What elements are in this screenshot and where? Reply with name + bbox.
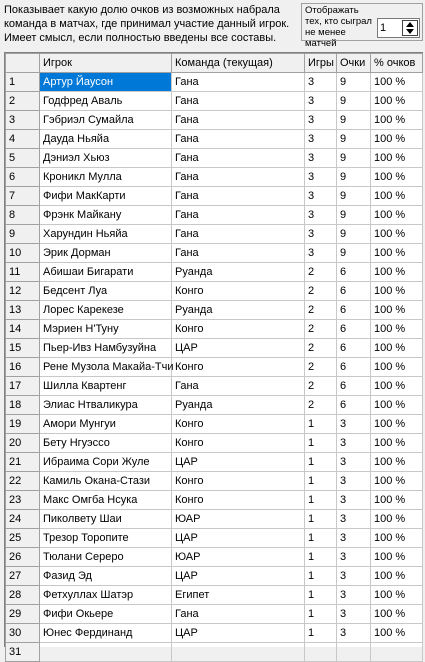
games-cell[interactable]: 2 xyxy=(305,301,337,320)
column-header-percent[interactable]: % очков xyxy=(371,54,423,73)
games-cell[interactable]: 3 xyxy=(305,130,337,149)
games-cell[interactable]: 1 xyxy=(305,472,337,491)
min-games-filter xyxy=(301,3,423,49)
percent-cell[interactable]: 100 % xyxy=(371,377,423,396)
player-cell[interactable]: Пьер-Ивз Намбузуйна xyxy=(40,339,172,358)
player-cell[interactable]: Дэниэл Хьюз xyxy=(40,149,172,168)
row-number[interactable]: 10 xyxy=(6,244,40,263)
percent-cell[interactable]: 100 % xyxy=(371,396,423,415)
team-cell[interactable]: Египет xyxy=(172,586,305,605)
table-row[interactable] xyxy=(6,263,423,282)
player-cell[interactable]: Ибраима Сори Жуле xyxy=(40,453,172,472)
points-cell[interactable]: 9 xyxy=(337,225,371,244)
table-row[interactable] xyxy=(6,510,423,529)
points-cell[interactable]: 9 xyxy=(337,73,371,92)
table-row[interactable] xyxy=(6,244,423,263)
percent-cell[interactable]: 100 % xyxy=(371,206,423,225)
percent-cell[interactable]: 100 % xyxy=(371,225,423,244)
row-number[interactable]: 25 xyxy=(6,529,40,548)
games-cell[interactable]: 3 xyxy=(305,206,337,225)
team-cell[interactable]: Руанда xyxy=(172,301,305,320)
percent-cell[interactable]: 100 % xyxy=(371,187,423,206)
points-cell[interactable]: 3 xyxy=(337,434,371,453)
percent-cell[interactable]: 100 % xyxy=(371,453,423,472)
player-cell[interactable]: Юнес Фердинанд xyxy=(40,624,172,643)
team-cell[interactable]: Конго xyxy=(172,320,305,339)
games-cell[interactable]: 1 xyxy=(305,453,337,472)
team-cell[interactable]: Руанда xyxy=(172,396,305,415)
table-row[interactable] xyxy=(6,472,423,491)
table-row[interactable] xyxy=(6,73,423,92)
table-row[interactable] xyxy=(6,567,423,586)
table-row[interactable] xyxy=(6,358,423,377)
player-cell[interactable]: Амори Мунгуи xyxy=(40,415,172,434)
points-cell[interactable]: 9 xyxy=(337,92,371,111)
team-cell[interactable]: Гана xyxy=(172,377,305,396)
team-cell[interactable]: Конго xyxy=(172,472,305,491)
team-cell[interactable]: Гана xyxy=(172,187,305,206)
table-row[interactable] xyxy=(6,415,423,434)
points-cell[interactable]: 6 xyxy=(337,301,371,320)
team-cell[interactable]: ЮАР xyxy=(172,510,305,529)
table-row[interactable] xyxy=(6,586,423,605)
row-number[interactable]: 18 xyxy=(6,396,40,415)
row-number[interactable]: 9 xyxy=(6,225,40,244)
min-games-spinner[interactable] xyxy=(377,18,420,38)
percent-cell[interactable]: 100 % xyxy=(371,111,423,130)
percent-cell[interactable]: 100 % xyxy=(371,73,423,92)
percent-cell[interactable] xyxy=(371,643,423,662)
table-row[interactable] xyxy=(6,377,423,396)
row-number[interactable]: 22 xyxy=(6,472,40,491)
team-cell[interactable]: ЮАР xyxy=(172,548,305,567)
games-cell[interactable]: 3 xyxy=(305,244,337,263)
percent-cell[interactable]: 100 % xyxy=(371,301,423,320)
points-cell[interactable]: 6 xyxy=(337,320,371,339)
percent-cell[interactable]: 100 % xyxy=(371,339,423,358)
table-row[interactable] xyxy=(6,206,423,225)
row-number[interactable]: 1 xyxy=(6,73,40,92)
percent-cell[interactable]: 100 % xyxy=(371,472,423,491)
player-cell[interactable]: Фетхуллах Шатэр xyxy=(40,586,172,605)
player-cell[interactable]: Фазид Эд xyxy=(40,567,172,586)
points-cell[interactable]: 3 xyxy=(337,605,371,624)
team-cell[interactable]: Конго xyxy=(172,491,305,510)
table-header-row xyxy=(6,54,423,73)
points-cell[interactable]: 9 xyxy=(337,130,371,149)
games-cell[interactable]: 3 xyxy=(305,111,337,130)
table-row[interactable] xyxy=(6,225,423,244)
row-number[interactable]: 20 xyxy=(6,434,40,453)
percent-cell[interactable]: 100 % xyxy=(371,168,423,187)
points-cell[interactable]: 9 xyxy=(337,187,371,206)
percent-cell[interactable]: 100 % xyxy=(371,529,423,548)
row-number[interactable]: 17 xyxy=(6,377,40,396)
points-cell[interactable]: 3 xyxy=(337,624,371,643)
games-cell[interactable]: 1 xyxy=(305,529,337,548)
team-cell[interactable]: Конго xyxy=(172,415,305,434)
row-number[interactable]: 15 xyxy=(6,339,40,358)
games-cell[interactable]: 2 xyxy=(305,263,337,282)
team-cell[interactable]: ЦАР xyxy=(172,529,305,548)
points-cell[interactable]: 3 xyxy=(337,491,371,510)
points-cell[interactable] xyxy=(337,643,371,662)
player-cell[interactable]: Гэбриэл Сумайла xyxy=(40,111,172,130)
games-cell[interactable]: 2 xyxy=(305,282,337,301)
team-cell[interactable]: ЦАР xyxy=(172,453,305,472)
up-down-arrows-icon xyxy=(403,21,417,35)
player-cell[interactable]: Дауда Ньяйа xyxy=(40,130,172,149)
row-number[interactable]: 19 xyxy=(6,415,40,434)
points-cell[interactable]: 9 xyxy=(337,111,371,130)
games-cell[interactable]: 1 xyxy=(305,434,337,453)
corner-header[interactable] xyxy=(6,54,40,73)
table-row[interactable] xyxy=(6,643,423,662)
row-number[interactable]: 30 xyxy=(6,624,40,643)
player-cell[interactable]: Рене Музола Макайа-Тчи xyxy=(40,358,172,377)
player-cell[interactable] xyxy=(40,643,172,662)
points-cell[interactable]: 6 xyxy=(337,339,371,358)
player-cell[interactable]: Фифи МакКарти xyxy=(40,187,172,206)
row-number[interactable]: 3 xyxy=(6,111,40,130)
column-header-points[interactable]: Очки xyxy=(337,54,371,73)
column-header-team[interactable]: Команда (текущая) xyxy=(172,54,305,73)
team-cell[interactable]: Руанда xyxy=(172,263,305,282)
points-cell[interactable]: 3 xyxy=(337,586,371,605)
team-cell[interactable]: ЦАР xyxy=(172,567,305,586)
points-cell[interactable]: 3 xyxy=(337,510,371,529)
games-cell[interactable]: 1 xyxy=(305,491,337,510)
table-row[interactable] xyxy=(6,301,423,320)
table-row[interactable] xyxy=(6,111,423,130)
table-row[interactable] xyxy=(6,453,423,472)
team-cell[interactable]: Гана xyxy=(172,73,305,92)
player-cell[interactable]: Артур Йаусон xyxy=(40,73,172,92)
games-cell[interactable]: 1 xyxy=(305,415,337,434)
table-body xyxy=(6,73,423,662)
row-number[interactable]: 16 xyxy=(6,358,40,377)
row-number[interactable]: 4 xyxy=(6,130,40,149)
points-cell[interactable]: 3 xyxy=(337,415,371,434)
team-cell[interactable]: Гана xyxy=(172,149,305,168)
games-cell[interactable]: 3 xyxy=(305,73,337,92)
table-row[interactable] xyxy=(6,168,423,187)
row-number[interactable]: 27 xyxy=(6,567,40,586)
player-cell[interactable]: Тюлани Сереро xyxy=(40,548,172,567)
points-cell[interactable]: 9 xyxy=(337,244,371,263)
games-cell[interactable]: 2 xyxy=(305,358,337,377)
row-number[interactable]: 28 xyxy=(6,586,40,605)
games-cell[interactable] xyxy=(305,643,337,662)
points-cell[interactable]: 3 xyxy=(337,529,371,548)
row-number[interactable]: 8 xyxy=(6,206,40,225)
points-cell[interactable]: 6 xyxy=(337,396,371,415)
players-grid[interactable] xyxy=(4,52,423,658)
table-row[interactable] xyxy=(6,92,423,111)
percent-cell[interactable]: 100 % xyxy=(371,92,423,111)
player-cell[interactable]: Пиколвету Шаи xyxy=(40,510,172,529)
table-row[interactable] xyxy=(6,529,423,548)
games-cell[interactable]: 2 xyxy=(305,320,337,339)
points-cell[interactable]: 6 xyxy=(337,358,371,377)
row-number[interactable]: 12 xyxy=(6,282,40,301)
percent-cell[interactable]: 100 % xyxy=(371,510,423,529)
table-row[interactable] xyxy=(6,491,423,510)
player-cell[interactable]: Фрэнк Майкану xyxy=(40,206,172,225)
player-cell[interactable]: Шилла Квартенг xyxy=(40,377,172,396)
min-games-input[interactable] xyxy=(378,19,402,37)
table-row[interactable] xyxy=(6,339,423,358)
team-cell[interactable]: Конго xyxy=(172,282,305,301)
table-row[interactable] xyxy=(6,130,423,149)
percent-cell[interactable]: 100 % xyxy=(371,244,423,263)
player-cell[interactable]: Кроникл Мулла xyxy=(40,168,172,187)
percent-cell[interactable]: 100 % xyxy=(371,605,423,624)
games-cell[interactable]: 3 xyxy=(305,92,337,111)
percent-cell[interactable]: 100 % xyxy=(371,434,423,453)
games-cell[interactable]: 3 xyxy=(305,187,337,206)
games-cell[interactable]: 1 xyxy=(305,567,337,586)
percent-cell[interactable]: 100 % xyxy=(371,358,423,377)
row-number[interactable]: 23 xyxy=(6,491,40,510)
percent-cell[interactable]: 100 % xyxy=(371,130,423,149)
points-cell[interactable]: 3 xyxy=(337,548,371,567)
player-cell[interactable]: Бету Нгуэссо xyxy=(40,434,172,453)
row-number[interactable]: 7 xyxy=(6,187,40,206)
points-cell[interactable]: 3 xyxy=(337,472,371,491)
player-cell[interactable]: Макс Омгба Нсука xyxy=(40,491,172,510)
points-cell[interactable]: 3 xyxy=(337,567,371,586)
percent-cell[interactable]: 100 % xyxy=(371,548,423,567)
spin-up-down-button[interactable] xyxy=(402,20,418,36)
player-cell[interactable]: Харундин Ньяйа xyxy=(40,225,172,244)
team-cell[interactable]: ЦАР xyxy=(172,339,305,358)
table-row[interactable] xyxy=(6,605,423,624)
percent-cell[interactable]: 100 % xyxy=(371,263,423,282)
games-cell[interactable]: 3 xyxy=(305,168,337,187)
team-cell[interactable]: ЦАР xyxy=(172,624,305,643)
team-cell[interactable]: Гана xyxy=(172,92,305,111)
games-cell[interactable]: 2 xyxy=(305,377,337,396)
games-cell[interactable]: 1 xyxy=(305,548,337,567)
percent-cell[interactable]: 100 % xyxy=(371,282,423,301)
min-games-label: Отображать тех, кто сыграл не менее матчей xyxy=(305,5,372,49)
team-cell[interactable]: Гана xyxy=(172,206,305,225)
team-cell[interactable]: Гана xyxy=(172,244,305,263)
team-cell[interactable]: Гана xyxy=(172,605,305,624)
points-cell[interactable]: 6 xyxy=(337,282,371,301)
games-cell[interactable]: 2 xyxy=(305,396,337,415)
team-cell[interactable]: Гана xyxy=(172,168,305,187)
row-number[interactable]: 14 xyxy=(6,320,40,339)
row-number[interactable]: 21 xyxy=(6,453,40,472)
percent-cell[interactable]: 100 % xyxy=(371,491,423,510)
table-row[interactable] xyxy=(6,624,423,643)
description-text: Показывает какую долю очков из возможных набрала команда в матчах, где принимал участие данный игрок. Имеет смысл, если полностью введены все составы. xyxy=(4,4,290,44)
player-cell[interactable]: Элиас Нтваликура xyxy=(40,396,172,415)
player-cell[interactable]: Абишаи Бигарати xyxy=(40,263,172,282)
percent-cell[interactable]: 100 % xyxy=(371,567,423,586)
games-cell[interactable]: 2 xyxy=(305,339,337,358)
player-cell[interactable]: Эрик Дорман xyxy=(40,244,172,263)
row-number[interactable]: 2 xyxy=(6,92,40,111)
row-number[interactable]: 26 xyxy=(6,548,40,567)
team-cell[interactable]: Гана xyxy=(172,225,305,244)
games-cell[interactable]: 3 xyxy=(305,149,337,168)
player-cell[interactable]: Бедсент Луа xyxy=(40,282,172,301)
table-row[interactable] xyxy=(6,548,423,567)
column-header-games[interactable]: Игры xyxy=(305,54,337,73)
points-cell[interactable]: 9 xyxy=(337,168,371,187)
players-table xyxy=(5,53,423,662)
team-cell[interactable]: Конго xyxy=(172,434,305,453)
points-cell[interactable]: 6 xyxy=(337,263,371,282)
player-cell[interactable]: Трезор Торопите xyxy=(40,529,172,548)
table-row[interactable] xyxy=(6,396,423,415)
team-cell[interactable]: Гана xyxy=(172,130,305,149)
team-cell[interactable] xyxy=(172,643,305,662)
games-cell[interactable]: 3 xyxy=(305,225,337,244)
row-number[interactable]: 29 xyxy=(6,605,40,624)
games-cell[interactable]: 1 xyxy=(305,510,337,529)
player-cell[interactable]: Мэриен Н'Туну xyxy=(40,320,172,339)
team-cell[interactable]: Конго xyxy=(172,358,305,377)
points-cell[interactable]: 9 xyxy=(337,149,371,168)
player-cell[interactable]: Фифи Окьере xyxy=(40,605,172,624)
team-cell[interactable]: Гана xyxy=(172,111,305,130)
row-number[interactable]: 5 xyxy=(6,149,40,168)
row-number[interactable]: 13 xyxy=(6,301,40,320)
points-cell[interactable]: 3 xyxy=(337,453,371,472)
games-cell[interactable]: 1 xyxy=(305,586,337,605)
row-number[interactable]: 24 xyxy=(6,510,40,529)
player-cell[interactable]: Лорес Карекезе xyxy=(40,301,172,320)
row-number[interactable]: 6 xyxy=(6,168,40,187)
points-cell[interactable]: 9 xyxy=(337,206,371,225)
table-row[interactable] xyxy=(6,149,423,168)
table-row[interactable] xyxy=(6,320,423,339)
percent-cell[interactable]: 100 % xyxy=(371,624,423,643)
row-number[interactable]: 31 xyxy=(6,643,40,662)
games-cell[interactable]: 1 xyxy=(305,624,337,643)
player-cell[interactable]: Камиль Окана-Стази xyxy=(40,472,172,491)
player-cell[interactable]: Годфред Аваль xyxy=(40,92,172,111)
table-row[interactable] xyxy=(6,434,423,453)
row-number[interactable]: 11 xyxy=(6,263,40,282)
column-header-player[interactable]: Игрок xyxy=(40,54,172,73)
percent-cell[interactable]: 100 % xyxy=(371,586,423,605)
percent-cell[interactable]: 100 % xyxy=(371,149,423,168)
games-cell[interactable]: 1 xyxy=(305,605,337,624)
percent-cell[interactable]: 100 % xyxy=(371,415,423,434)
points-cell[interactable]: 6 xyxy=(337,377,371,396)
table-row[interactable] xyxy=(6,187,423,206)
table-row[interactable] xyxy=(6,282,423,301)
percent-cell[interactable]: 100 % xyxy=(371,320,423,339)
